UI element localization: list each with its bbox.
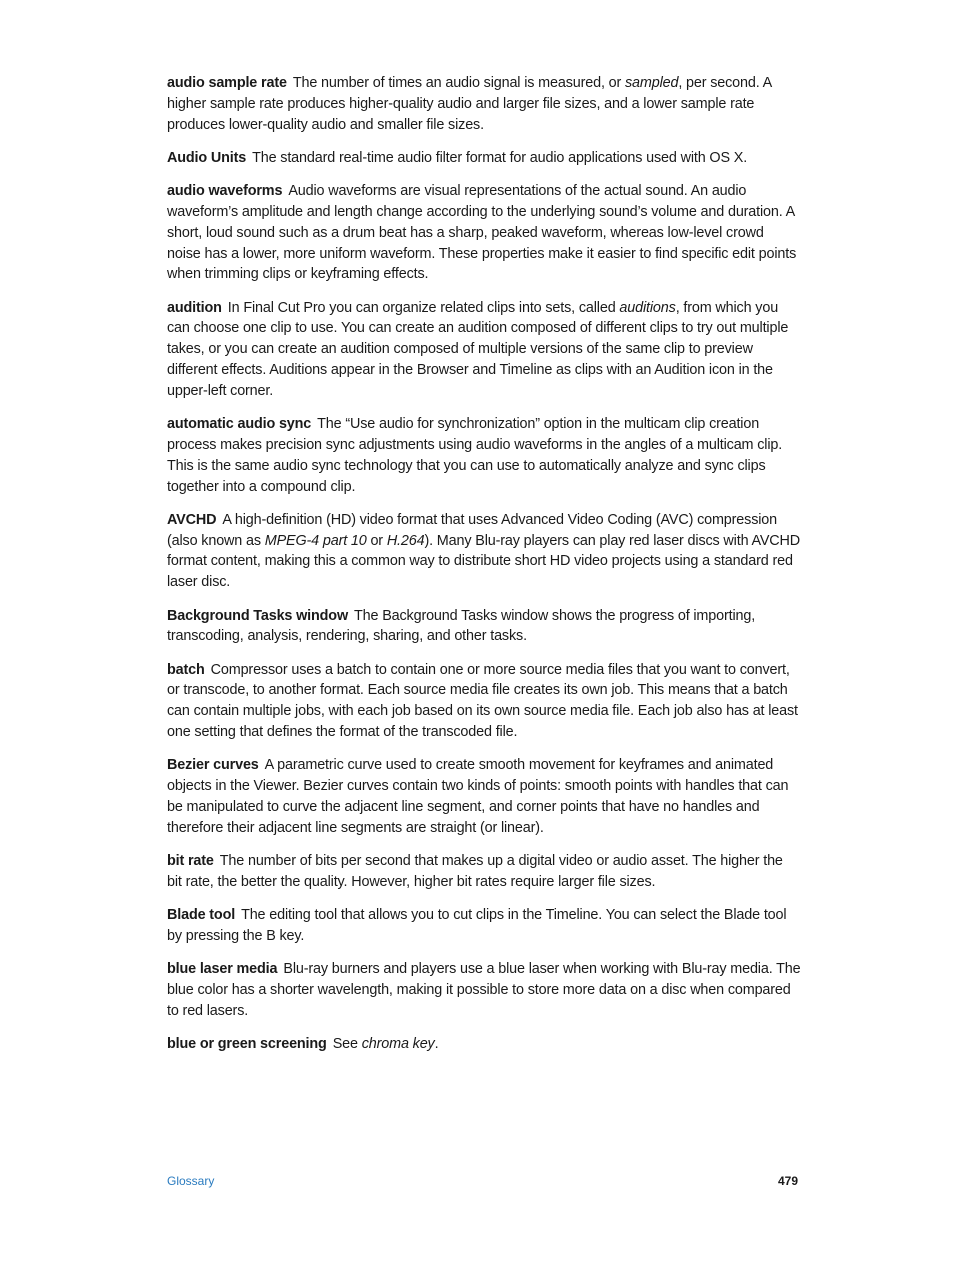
glossary-term: Audio Units <box>167 149 247 166</box>
glossary-entry <box>167 1034 801 1055</box>
glossary-entry <box>167 298 801 402</box>
definition-emphasis: sampled <box>624 75 679 91</box>
definition-emphasis: chroma key <box>361 1036 435 1053</box>
definition-text: , from which you can choose one clip to use. You can create an audition composed of different clips to try out multiple takes, or you can create an audition composed of multiple versions of the same clip to preview different effects. Auditions appear in the Browser and Timeline as clips with an Audition icon in the upper-left corner. <box>167 299 789 399</box>
footer-section-link[interactable]: Glossary <box>167 1174 215 1188</box>
glossary-entry <box>167 148 801 169</box>
definition-text: . <box>434 1036 439 1053</box>
definition-text: The Background Tasks window shows the progress of importing, transcoding, analysis, rendering, sharing, and other tasks. <box>167 607 756 645</box>
glossary-entry <box>167 414 801 497</box>
glossary-entry <box>167 606 801 648</box>
glossary-term: blue or green screening <box>167 1036 327 1053</box>
glossary-definition <box>167 662 798 740</box>
glossary-term: AVCHD <box>167 511 217 528</box>
definition-text: Audio waveforms are visual representations of the actual sound. An audio waveform’s amplitude and length change according to the underlying sound’s volume and duration. A short, loud sound such as a drum beat has a sharp, peaked waveform, whereas low-level crowd noise has a lower, more uniform waveform. These properties make it easier to find specific edit points when trimming clips or keyframing effects. <box>167 183 797 283</box>
glossary-entry <box>167 181 801 285</box>
definition-emphasis: MPEG-4 part 10 <box>264 532 367 549</box>
glossary-definition <box>167 757 788 835</box>
definition-text: The editing tool that allows you to cut clips in the Timeline. You can select the Blade tool by pressing the B key. <box>167 907 787 944</box>
definition-text: See <box>332 1036 362 1053</box>
glossary-term: audition <box>167 299 222 316</box>
glossary-term: batch <box>167 661 205 678</box>
definition-text: A parametric curve used to create smooth movement for keyframes and animated objects in the Viewer. Bezier curves contain two kinds of points: smooth points with handles that can be manipulated to curve the adjacent line segment, and corner points that have no handles and therefore their adjacent line segments are straight (or linear). <box>167 757 789 836</box>
definition-text: The number of times an audio signal is measured, or <box>292 75 625 91</box>
page-number: 479 <box>777 1174 798 1188</box>
glossary-definition <box>333 1036 439 1052</box>
glossary-definition <box>167 907 786 944</box>
glossary-definition <box>252 150 747 166</box>
glossary-entry <box>167 905 801 947</box>
glossary-entry <box>167 510 801 593</box>
definition-emphasis: H.264 <box>386 532 425 549</box>
glossary-entry <box>167 959 801 1021</box>
definition-text: Blu-ray burners and players use a blue laser when working with Blu-ray media. The blue color has a shorter wavelength, making it possible to store more data on a disc when compared to red lasers. <box>167 961 801 1019</box>
glossary-entry <box>167 851 801 893</box>
glossary-definition <box>167 853 783 890</box>
glossary-content <box>167 73 801 1067</box>
definition-text: , per second. A higher sample rate produces higher-quality audio and larger file sizes, and a lower sample rate produces lower-quality audio and smaller file sizes. <box>167 75 772 133</box>
glossary-term: audio sample rate <box>167 75 287 91</box>
glossary-term: Blade tool <box>167 907 236 924</box>
glossary-term: bit rate <box>167 853 214 869</box>
glossary-definition <box>167 300 788 399</box>
definition-text: Compressor uses a batch to contain one or more source media files that you want to convert, or transcode, to another format. Each source media file creates its own job. This means that a batch can contain multiple jobs, with each job based on its own source media file. Each job also has at least one setting that defines the format of the transcoded file. <box>167 661 798 741</box>
glossary-term: audio waveforms <box>167 183 283 200</box>
definition-emphasis: auditions <box>619 299 676 316</box>
glossary-term: Background Tasks window <box>167 607 348 624</box>
definition-text: The number of bits per second that makes up a digital video or audio asset. The higher the bit rate, the better the quality. However, higher bit rates require larger file sizes. <box>167 853 783 890</box>
definition-text: ). Many Blu-ray players can play red laser discs with AVCHD format content, making this a common way to distribute short HD video projects using a standard red laser disc. <box>167 532 801 591</box>
definition-text: The “Use audio for synchronization” option in the multicam clip creation process makes precision sync adjustments using audio waveforms in the angles of a multicam clip. This is the same audio sync technology that you can use to automatically analyze and sync clips together into a compound clip. <box>167 416 783 495</box>
definition-text: The standard real-time audio filter format for audio applications used with OS X. <box>252 149 748 166</box>
glossary-term: automatic audio sync <box>167 416 312 433</box>
glossary-term: blue laser media <box>167 961 278 978</box>
glossary-entry <box>167 73 801 135</box>
definition-text: or <box>366 532 387 549</box>
definition-text: In Final Cut Pro you can organize related clips into sets, called <box>227 299 620 316</box>
glossary-entry <box>167 660 801 743</box>
definition-text: A high-definition (HD) video format that uses Advanced Video Coding (AVC) compression (also known as <box>167 511 777 549</box>
glossary-definition <box>167 512 800 590</box>
glossary-entry <box>167 755 801 838</box>
glossary-term: Bezier curves <box>167 757 259 774</box>
